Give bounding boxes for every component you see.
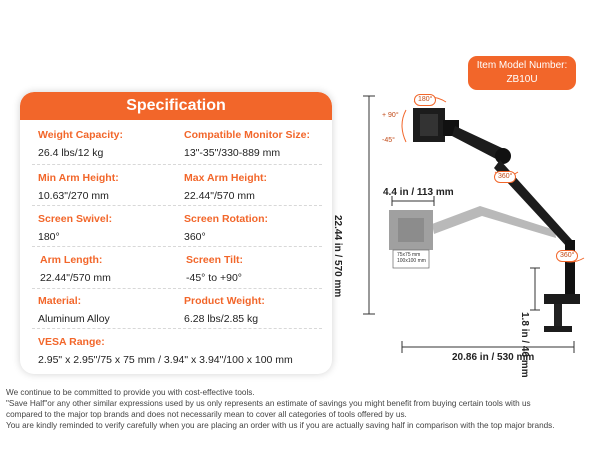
divider	[32, 246, 322, 247]
spec-screen-rotation	[184, 212, 268, 244]
spec-label: Weight Capacity:	[38, 129, 123, 141]
model-number-label: Item Model Number:	[476, 60, 568, 71]
disclaimer-line: We continue to be committed to provide you with cost-effective tools.	[6, 388, 255, 397]
model-number-value: ZB10U	[506, 74, 538, 85]
width-dimension-label: 20.86 in / 530 mm	[452, 352, 535, 363]
spec-label: Product Weight:	[184, 295, 265, 307]
spec-max-arm-height	[184, 171, 267, 203]
model-number-badge	[468, 56, 576, 90]
spec-min-arm-height	[38, 171, 119, 203]
spec-value: 13"-35"/330-889 mm	[184, 147, 281, 159]
vesa-large-label: 100x100 mm	[397, 258, 426, 264]
spec-compatible-monitor-size	[184, 128, 310, 160]
divider	[32, 288, 322, 289]
rotation-upper-label: 360°	[494, 171, 516, 183]
spec-product-weight	[184, 294, 265, 326]
disclaimer-line: "Save Half"or any other similar expressions used by us only represents an estimate of savings you might benefit from buying certain tools with us	[6, 399, 531, 408]
spec-weight-capacity	[38, 128, 123, 160]
spec-vesa-range	[38, 335, 328, 367]
swivel-label: 180°	[414, 94, 436, 106]
divider	[32, 328, 322, 329]
spec-label: Compatible Monitor Size:	[184, 129, 310, 141]
height-dimension-line	[363, 96, 375, 314]
spec-value: 22.44"/570 mm	[40, 272, 111, 284]
monitor-arm-diagram	[340, 90, 595, 380]
spec-value: Aluminum Alloy	[38, 313, 110, 325]
spec-screen-swivel	[38, 212, 112, 244]
spec-label: Screen Rotation:	[184, 213, 269, 225]
tilt-down-label: -45°	[382, 137, 395, 144]
spec-arm-length	[40, 253, 111, 285]
spec-screen-tilt	[186, 253, 243, 285]
divider	[32, 164, 322, 165]
spec-value: 22.44"/570 mm	[184, 190, 255, 202]
spec-value: 180°	[38, 231, 60, 243]
spec-label: Max Arm Height:	[184, 172, 268, 184]
clamp-dimension-line	[530, 268, 540, 310]
spec-value: 6.28 lbs/2.85 kg	[184, 313, 259, 325]
spec-label: Screen Tilt:	[186, 254, 243, 266]
reach-dimension-label: 4.4 in / 113 mm	[383, 187, 454, 198]
spec-label: VESA Range:	[38, 336, 105, 348]
clamp-dimension-label: 1.8 in / 46 mm	[519, 312, 530, 378]
spec-label: Material:	[38, 295, 82, 307]
height-dimension-label: 22.44 in / 570 mm	[332, 215, 343, 298]
tilt-up-label: + 90°	[382, 112, 399, 119]
disclaimer-line: compared to the major top brands and does not necessarily mean to cover all categories of tools offered by us.	[6, 410, 407, 419]
specification-title: Specification	[20, 92, 332, 120]
spec-value: 26.4 lbs/12 kg	[38, 147, 104, 159]
rotation-lower-label: 360°	[556, 250, 578, 262]
spec-label: Screen Swivel:	[38, 213, 113, 225]
spec-value: 2.95" x 2.95"/75 x 75 mm / 3.94" x 3.94"/100 x 100 mm	[38, 354, 293, 366]
spec-label: Min Arm Height:	[38, 172, 119, 184]
divider	[32, 205, 322, 206]
disclaimer-text	[6, 387, 596, 431]
spec-label: Arm Length:	[40, 254, 103, 266]
disclaimer-line: You are kindly reminded to verify carefully when you are placing an order with us if you are actually saving half in comparison with the top major brands.	[6, 421, 555, 430]
spec-value: -45° to +90°	[186, 272, 242, 284]
tilt-arc	[402, 110, 406, 142]
vesa-small-label: 75x75 mm	[397, 252, 421, 258]
specification-card	[20, 92, 332, 374]
spec-value: 360°	[184, 231, 206, 243]
spec-material	[38, 294, 110, 326]
spec-value: 10.63"/270 mm	[38, 190, 109, 202]
